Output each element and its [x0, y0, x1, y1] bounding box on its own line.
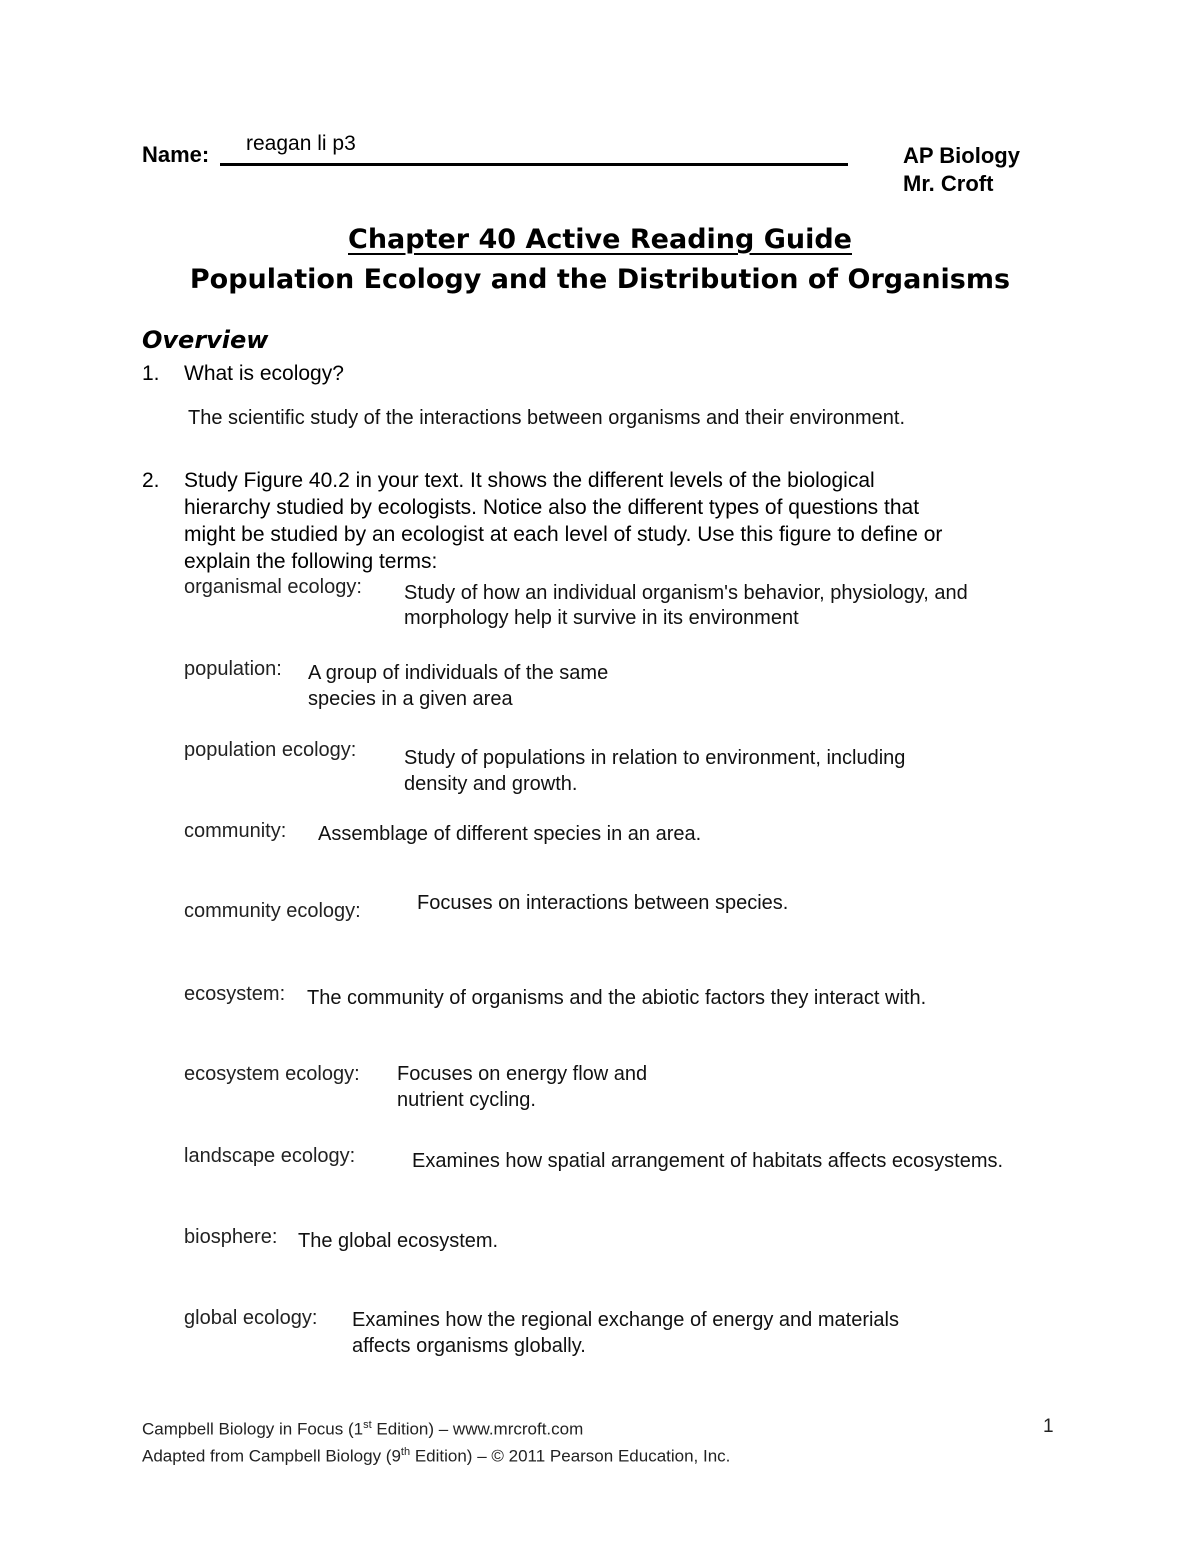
course-name: AP Biology — [903, 143, 1020, 168]
answer-population-1[interactable]: A group of individuals of the same — [308, 662, 609, 684]
term-biosphere: biosphere: — [184, 1226, 278, 1248]
term-population-ecology: population ecology: — [184, 739, 357, 761]
footer-line-2: Adapted from Campbell Biology (9th Edition) – © 2011 Pearson Education, Inc. — [142, 1445, 731, 1466]
answer-organismal-ecology-2[interactable]: morphology help it survive in its environment — [404, 607, 799, 629]
question-2-number: 2. — [142, 469, 160, 492]
footer — [142, 1414, 730, 1467]
term-organismal-ecology: organismal ecology: — [184, 576, 362, 598]
term-ecosystem-ecology: ecosystem ecology: — [184, 1063, 360, 1085]
answer-landscape-ecology[interactable]: Examines how spatial arrangement of habitats affects ecosystems. — [412, 1150, 1004, 1172]
question-1-number: 1. — [142, 362, 160, 385]
term-landscape-ecology: landscape ecology: — [184, 1145, 356, 1167]
answer-population-ecology-2[interactable]: density and growth. — [404, 773, 578, 795]
term-global-ecology: global ecology: — [184, 1307, 318, 1329]
question-2-line-2: hierarchy studied by ecologists. Notice also the different types of questions that — [184, 496, 920, 519]
answer-organismal-ecology-1[interactable]: Study of how an individual organism's behavior, physiology, and — [404, 582, 968, 604]
question-1-text: What is ecology? — [184, 362, 344, 385]
answer-community[interactable]: Assemblage of different species in an area. — [318, 823, 702, 845]
answer-population-ecology-1[interactable]: Study of populations in relation to environment, including — [404, 747, 906, 769]
name-value[interactable]: reagan li p3 — [246, 132, 356, 155]
chapter-title-text: Chapter 40 Active Reading Guide — [348, 224, 852, 255]
chapter-title — [0, 224, 1200, 255]
answer-ecosystem[interactable]: The community of organisms and the abiotic factors they interact with. — [307, 987, 927, 1009]
answer-ecosystem-ecology-2[interactable]: nutrient cycling. — [397, 1089, 536, 1111]
answer-biosphere[interactable]: The global ecosystem. — [298, 1230, 499, 1252]
answer-community-ecology[interactable]: Focuses on interactions between species. — [417, 892, 789, 914]
question-2-line-1: Study Figure 40.2 in your text. It shows the different levels of the biological — [184, 469, 875, 492]
name-underline — [220, 163, 848, 166]
answer-ecosystem-ecology-1[interactable]: Focuses on energy flow and — [397, 1063, 648, 1085]
course-info — [903, 142, 1020, 198]
question-2-line-4: explain the following terms: — [184, 550, 438, 573]
term-community-ecology: community ecology: — [184, 900, 361, 922]
answer-population-2[interactable]: species in a given area — [308, 688, 513, 710]
answer-global-ecology-1[interactable]: Examines how the regional exchange of energy and materials — [352, 1309, 899, 1331]
footer-line-1: Campbell Biology in Focus (1st Edition) – www.mrcroft.com — [142, 1419, 584, 1439]
teacher-name: Mr. Croft — [903, 171, 994, 196]
page-number: 1 — [1043, 1416, 1054, 1437]
term-ecosystem: ecosystem: — [184, 983, 286, 1005]
chapter-subtitle: Population Ecology and the Distribution of Organisms — [189, 264, 1011, 295]
question-1-answer[interactable]: The scientific study of the interactions between organisms and their environment. — [188, 407, 906, 429]
section-heading: Overview — [142, 326, 269, 354]
name-label: Name: — [142, 142, 210, 167]
answer-global-ecology-2[interactable]: affects organisms globally. — [352, 1335, 586, 1357]
term-community: community: — [184, 820, 287, 842]
term-population: population: — [184, 658, 282, 680]
question-2-line-3: might be studied by an ecologist at each level of study. Use this figure to define or — [184, 523, 943, 546]
